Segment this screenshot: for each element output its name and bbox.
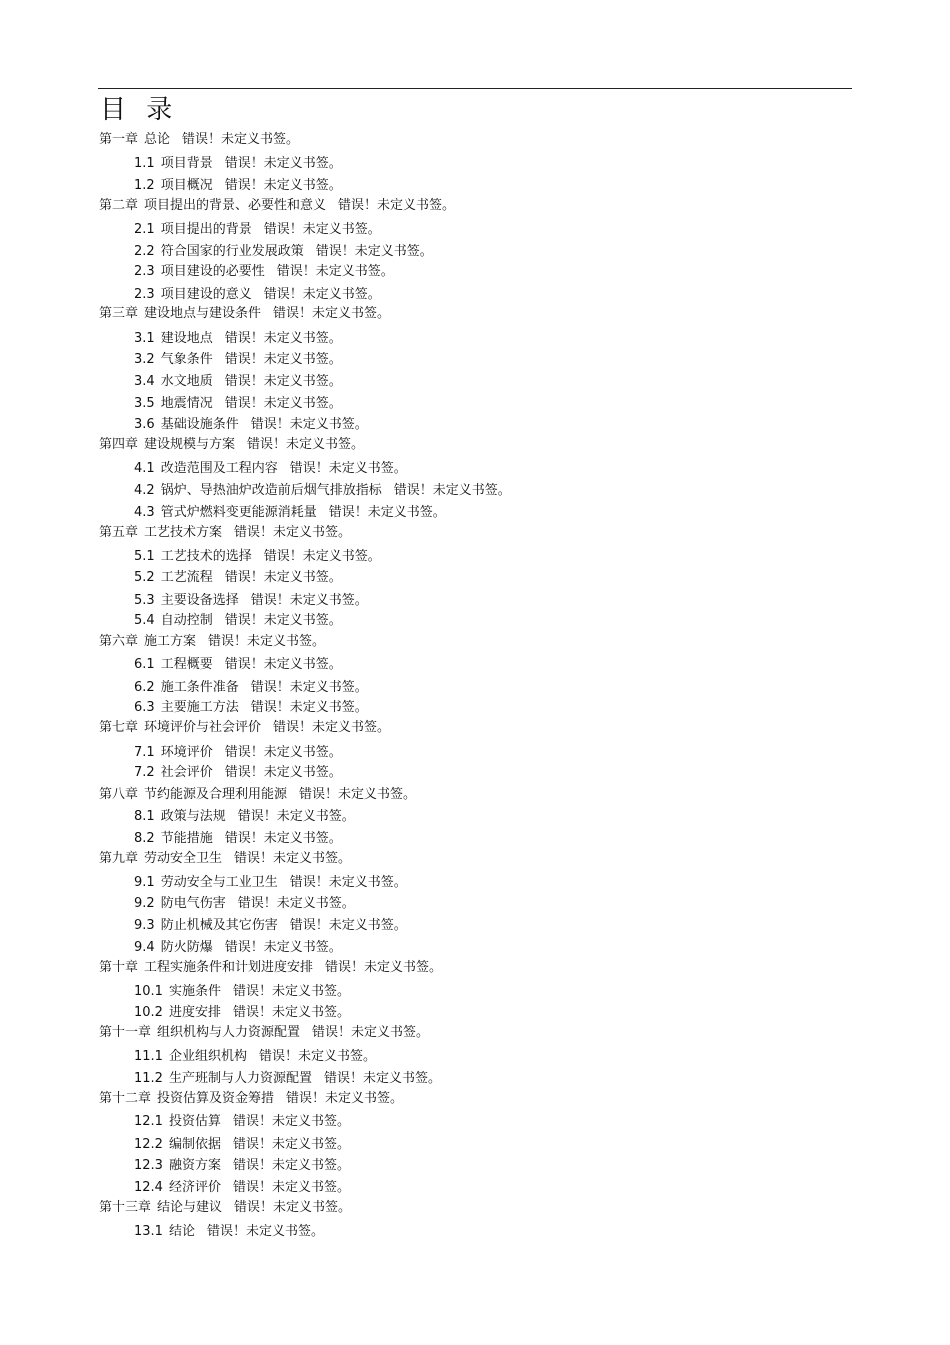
toc-entry-label: 锅炉、导热油炉改造前后烟气排放指标: [160, 483, 382, 498]
toc-section-entry[interactable]: [134, 263, 394, 281]
toc-entry-page-ref: 错误！未定义书签。: [232, 1005, 350, 1020]
toc-entry-label: 企业组织机构: [168, 1049, 247, 1064]
toc-entry-label: 进度安排: [168, 1005, 221, 1020]
toc-entry-page-ref: 错误！未定义书签。: [234, 525, 352, 540]
toc-entry-label: 总论: [144, 132, 171, 147]
toc-chapter-entry[interactable]: [99, 305, 390, 323]
toc-entry-label: 施工方案: [144, 634, 197, 649]
toc-entry-label: 地震情况: [160, 396, 213, 411]
toc-chapter-entry[interactable]: [99, 633, 325, 651]
toc-chapter-entry[interactable]: [99, 131, 299, 149]
toc-entry-label: 工程概要: [160, 657, 213, 672]
toc-entry-number: 第一章: [99, 132, 139, 147]
toc-entry-page-ref: 错误！未定义书签。: [206, 1224, 324, 1239]
toc-chapter-entry[interactable]: [99, 959, 442, 977]
toc-entry-number: 第七章: [99, 720, 139, 735]
toc-entry-number: 1.2: [134, 178, 155, 193]
toc-entry-page-ref: 错误！未定义书签。: [250, 680, 368, 695]
toc-entry-label: 投资估算及资金筹措: [157, 1091, 275, 1106]
toc-section-entry[interactable]: [134, 1179, 350, 1197]
toc-entry-label: 工艺技术的选择: [160, 549, 252, 564]
toc-entry-page-ref: 错误！未定义书签。: [224, 831, 342, 846]
toc-entry-label: 环境评价: [160, 745, 213, 760]
toc-entry-label: 结论与建议: [157, 1200, 223, 1215]
toc-entry-page-ref: 错误！未定义书签。: [224, 374, 342, 389]
toc-entry-label: 建设规模与方案: [144, 437, 236, 452]
toc-entry-label: 编制依据: [168, 1137, 221, 1152]
toc-entry-label: 项目建设的必要性: [160, 264, 265, 279]
toc-chapter-entry[interactable]: [99, 1199, 351, 1217]
toc-section-entry[interactable]: [134, 482, 511, 500]
toc-entry-number: 8.2: [134, 831, 155, 846]
toc-entry-page-ref: 错误！未定义书签。: [224, 178, 342, 193]
toc-entry-number: 13.1: [134, 1224, 163, 1239]
toc-entry-label: 主要施工方法: [160, 700, 239, 715]
toc-entry-number: 2.2: [134, 244, 155, 259]
toc-entry-page-ref: 错误！未定义书签。: [232, 984, 350, 999]
toc-entry-page-ref: 错误！未定义书签。: [273, 306, 391, 321]
toc-entry-number: 1.1: [134, 156, 155, 171]
toc-section-entry[interactable]: [134, 1157, 350, 1175]
toc-chapter-entry[interactable]: [99, 719, 390, 737]
toc-entry-label: 项目建设的意义: [160, 287, 252, 302]
toc-section-entry[interactable]: [134, 373, 342, 391]
toc-entry-number: 7.1: [134, 745, 155, 760]
toc-entry-page-ref: 错误！未定义书签。: [258, 1049, 376, 1064]
toc-entry-label: 项目提出的背景: [160, 222, 252, 237]
toc-section-entry[interactable]: [134, 1070, 441, 1088]
toc-entry-page-ref: 错误！未定义书签。: [289, 918, 407, 933]
toc-entry-page-ref: 错误！未定义书签。: [250, 593, 368, 608]
toc-entry-page-ref: 错误！未定义书签。: [263, 549, 381, 564]
toc-entry-number: 8.1: [134, 809, 155, 824]
toc-section-entry[interactable]: [134, 1136, 350, 1154]
toc-entry-label: 劳动安全与工业卫生: [160, 875, 278, 890]
toc-entry-number: 第五章: [99, 525, 139, 540]
toc-entry-label: 经济评价: [168, 1180, 221, 1195]
toc-section-entry[interactable]: [134, 895, 355, 913]
toc-section-entry[interactable]: [134, 808, 355, 826]
toc-entry-number: 10.2: [134, 1005, 163, 1020]
toc-entry-label: 投资估算: [168, 1114, 221, 1129]
toc-entry-label: 改造范围及工程内容: [160, 461, 278, 476]
toc-section-entry[interactable]: [134, 830, 342, 848]
toc-section-entry[interactable]: [134, 917, 407, 935]
toc-entry-label: 工艺流程: [160, 570, 213, 585]
toc-entry-number: 9.4: [134, 940, 155, 955]
toc-entry-page-ref: 错误！未定义书签。: [224, 657, 342, 672]
toc-entry-number: 12.2: [134, 1137, 163, 1152]
toc-entry-label: 防火防爆: [160, 940, 213, 955]
toc-entry-page-ref: 错误！未定义书签。: [224, 396, 342, 411]
toc-entry-page-ref: 错误！未定义书签。: [224, 331, 342, 346]
toc-entry-number: 第十二章: [99, 1091, 152, 1106]
toc-entry-page-ref: 错误！未定义书签。: [224, 765, 342, 780]
toc-entry-label: 实施条件: [168, 984, 221, 999]
toc-entry-label: 融资方案: [168, 1158, 221, 1173]
toc-entry-number: 第三章: [99, 306, 139, 321]
toc-entry-number: 第十一章: [99, 1025, 152, 1040]
toc-entry-number: 4.2: [134, 483, 155, 498]
toc-section-entry[interactable]: [134, 983, 350, 1001]
toc-section-entry[interactable]: [134, 504, 446, 522]
toc-chapter-entry[interactable]: [99, 524, 351, 542]
toc-section-entry[interactable]: [134, 679, 368, 697]
toc-section-entry[interactable]: [134, 416, 368, 434]
toc-chapter-entry[interactable]: [99, 1090, 403, 1108]
toc-entry-label: 建设地点: [160, 331, 213, 346]
toc-entry-label: 符合国家的行业发展政策: [160, 244, 304, 259]
toc-entry-page-ref: 错误！未定义书签。: [315, 244, 433, 259]
toc-entry-page-ref: 错误！未定义书签。: [328, 505, 446, 520]
toc-entry-label: 项目提出的背景、必要性和意义: [144, 198, 327, 213]
toc-section-entry[interactable]: [134, 460, 407, 478]
toc-section-entry[interactable]: [134, 1113, 350, 1131]
toc-entry-number: 4.1: [134, 461, 155, 476]
toc-section-entry[interactable]: [134, 243, 433, 261]
toc-entry-page-ref: 错误！未定义书签。: [289, 875, 407, 890]
toc-section-entry[interactable]: [134, 744, 342, 762]
toc-section-entry[interactable]: [134, 286, 381, 304]
toc-entry-page-ref: 错误！未定义书签。: [234, 851, 352, 866]
toc-entry-page-ref: 错误！未定义书签。: [263, 287, 381, 302]
toc-entry-page-ref: 错误！未定义书签。: [247, 437, 365, 452]
toc-section-entry[interactable]: [134, 656, 342, 674]
toc-entry-label: 气象条件: [160, 352, 213, 367]
toc-entry-label: 建设地点与建设条件: [144, 306, 262, 321]
toc-chapter-entry[interactable]: [99, 786, 416, 804]
toc-entry-page-ref: 错误！未定义书签。: [289, 461, 407, 476]
toc-entry-number: 3.2: [134, 352, 155, 367]
toc-entry-number: 第二章: [99, 198, 139, 213]
toc-entry-page-ref: 错误！未定义书签。: [263, 222, 381, 237]
toc-entry-page-ref: 错误！未定义书签。: [208, 634, 326, 649]
toc-entry-number: 第十章: [99, 960, 139, 975]
toc-entry-page-ref: 错误！未定义书签。: [224, 613, 342, 628]
toc-entry-page-ref: 错误！未定义书签。: [232, 1114, 350, 1129]
toc-section-entry[interactable]: [134, 592, 368, 610]
toc-entry-page-ref: 错误！未定义书签。: [393, 483, 511, 498]
toc-entry-label: 节能措施: [160, 831, 213, 846]
toc-entry-number: 2.3: [134, 287, 155, 302]
toc-entry-number: 6.3: [134, 700, 155, 715]
toc-entry-label: 防止机械及其它伤害: [160, 918, 278, 933]
toc-entry-page-ref: 错误！未定义书签。: [237, 896, 355, 911]
toc-entry-number: 3.5: [134, 396, 155, 411]
toc-entry-page-ref: 错误！未定义书签。: [286, 1091, 404, 1106]
toc-entry-number: 12.3: [134, 1158, 163, 1173]
toc-section-entry[interactable]: [134, 177, 342, 195]
toc-entry-page-ref: 错误！未定义书签。: [237, 809, 355, 824]
toc-entry-number: 第六章: [99, 634, 139, 649]
toc-entry-number: 12.1: [134, 1114, 163, 1129]
toc-entry-label: 工程实施条件和计划进度安排: [144, 960, 314, 975]
toc-chapter-entry[interactable]: [99, 197, 455, 215]
toc-entry-label: 节约能源及合理利用能源: [144, 787, 288, 802]
toc-entry-label: 项目背景: [160, 156, 213, 171]
toc-entry-page-ref: 错误！未定义书签。: [325, 960, 443, 975]
toc-entry-label: 主要设备选择: [160, 593, 239, 608]
toc-entry-page-ref: 错误！未定义书签。: [232, 1180, 350, 1195]
toc-entry-number: 2.1: [134, 222, 155, 237]
toc-entry-page-ref: 错误！未定义书签。: [182, 132, 300, 147]
toc-entry-number: 9.1: [134, 875, 155, 890]
toc-entry-page-ref: 错误！未定义书签。: [338, 198, 456, 213]
toc-entry-number: 3.6: [134, 417, 155, 432]
toc-entry-number: 6.1: [134, 657, 155, 672]
toc-section-entry[interactable]: [134, 569, 342, 587]
toc-entry-number: 5.4: [134, 613, 155, 628]
toc-entry-page-ref: 错误！未定义书签。: [276, 264, 394, 279]
toc-entry-number: 6.2: [134, 680, 155, 695]
toc-entry-label: 自动控制: [160, 613, 213, 628]
toc-section-entry[interactable]: [134, 155, 342, 173]
toc-section-entry[interactable]: [134, 1048, 376, 1066]
toc-entry-label: 生产班制与人力资源配置: [168, 1071, 312, 1086]
toc-entry-label: 环境评价与社会评价: [144, 720, 262, 735]
toc-entry-page-ref: 错误！未定义书签。: [224, 156, 342, 171]
toc-entry-number: 第九章: [99, 851, 139, 866]
toc-entry-label: 施工条件准备: [160, 680, 239, 695]
toc-entry-page-ref: 错误！未定义书签。: [232, 1158, 350, 1173]
toc-entry-number: 5.3: [134, 593, 155, 608]
toc-section-entry[interactable]: [134, 221, 381, 239]
toc-entry-label: 社会评价: [160, 765, 213, 780]
toc-section-entry[interactable]: [134, 548, 381, 566]
toc-entry-page-ref: 错误！未定义书签。: [224, 352, 342, 367]
toc-section-entry[interactable]: [134, 874, 407, 892]
toc-section-entry[interactable]: [134, 395, 342, 413]
toc-entry-number: 第四章: [99, 437, 139, 452]
toc-section-entry[interactable]: [134, 764, 342, 782]
toc-entry-number: 4.3: [134, 505, 155, 520]
toc-entry-page-ref: 错误！未定义书签。: [234, 1200, 352, 1215]
toc-entry-page-ref: 错误！未定义书签。: [312, 1025, 430, 1040]
toc-section-entry[interactable]: [134, 1223, 324, 1241]
toc-entry-page-ref: 错误！未定义书签。: [232, 1137, 350, 1152]
toc-section-entry[interactable]: [134, 351, 342, 369]
toc-section-entry[interactable]: [134, 699, 368, 717]
toc-entry-number: 12.4: [134, 1180, 163, 1195]
toc-section-entry[interactable]: [134, 1004, 350, 1022]
toc-entry-number: 10.1: [134, 984, 163, 999]
toc-chapter-entry[interactable]: [99, 850, 351, 868]
toc-section-entry[interactable]: [134, 939, 342, 957]
toc-entry-number: 2.3: [134, 264, 155, 279]
toc-entry-label: 基础设施条件: [160, 417, 239, 432]
toc-section-entry[interactable]: [134, 612, 342, 630]
toc-entry-page-ref: 错误！未定义书签。: [250, 417, 368, 432]
toc-entry-label: 管式炉燃料变更能源消耗量: [160, 505, 317, 520]
toc-entry-number: 5.2: [134, 570, 155, 585]
toc-entry-page-ref: 错误！未定义书签。: [323, 1071, 441, 1086]
toc-entry-page-ref: 错误！未定义书签。: [224, 940, 342, 955]
toc-entry-number: 9.2: [134, 896, 155, 911]
toc-entry-number: 11.1: [134, 1049, 163, 1064]
toc-entry-number: 9.3: [134, 918, 155, 933]
toc-entry-number: 第十三章: [99, 1200, 152, 1215]
toc-chapter-entry[interactable]: [99, 436, 364, 454]
toc-entry-page-ref: 错误！未定义书签。: [273, 720, 391, 735]
toc-entry-number: 5.1: [134, 549, 155, 564]
toc-entry-label: 政策与法规: [160, 809, 226, 824]
toc-entry-label: 工艺技术方案: [144, 525, 223, 540]
toc-entry-label: 劳动安全卫生: [144, 851, 223, 866]
toc-entry-page-ref: 错误！未定义书签。: [250, 700, 368, 715]
toc-entry-page-ref: 错误！未定义书签。: [299, 787, 417, 802]
toc-entry-label: 结论: [168, 1224, 195, 1239]
toc-entry-number: 第八章: [99, 787, 139, 802]
toc-chapter-entry[interactable]: [99, 1024, 429, 1042]
toc-entry-label: 水文地质: [160, 374, 213, 389]
toc-entry-page-ref: 错误！未定义书签。: [224, 745, 342, 760]
toc-entry-label: 防电气伤害: [160, 896, 226, 911]
toc-entry-label: 项目概况: [160, 178, 213, 193]
toc-entry-number: 3.4: [134, 374, 155, 389]
toc-entry-number: 7.2: [134, 765, 155, 780]
toc-title: 目 录: [100, 95, 179, 125]
toc-entry-number: 3.1: [134, 331, 155, 346]
toc-entry-label: 组织机构与人力资源配置: [157, 1025, 301, 1040]
toc-entry-page-ref: 错误！未定义书签。: [224, 570, 342, 585]
toc-section-entry[interactable]: [134, 330, 342, 348]
toc-entry-number: 11.2: [134, 1071, 163, 1086]
